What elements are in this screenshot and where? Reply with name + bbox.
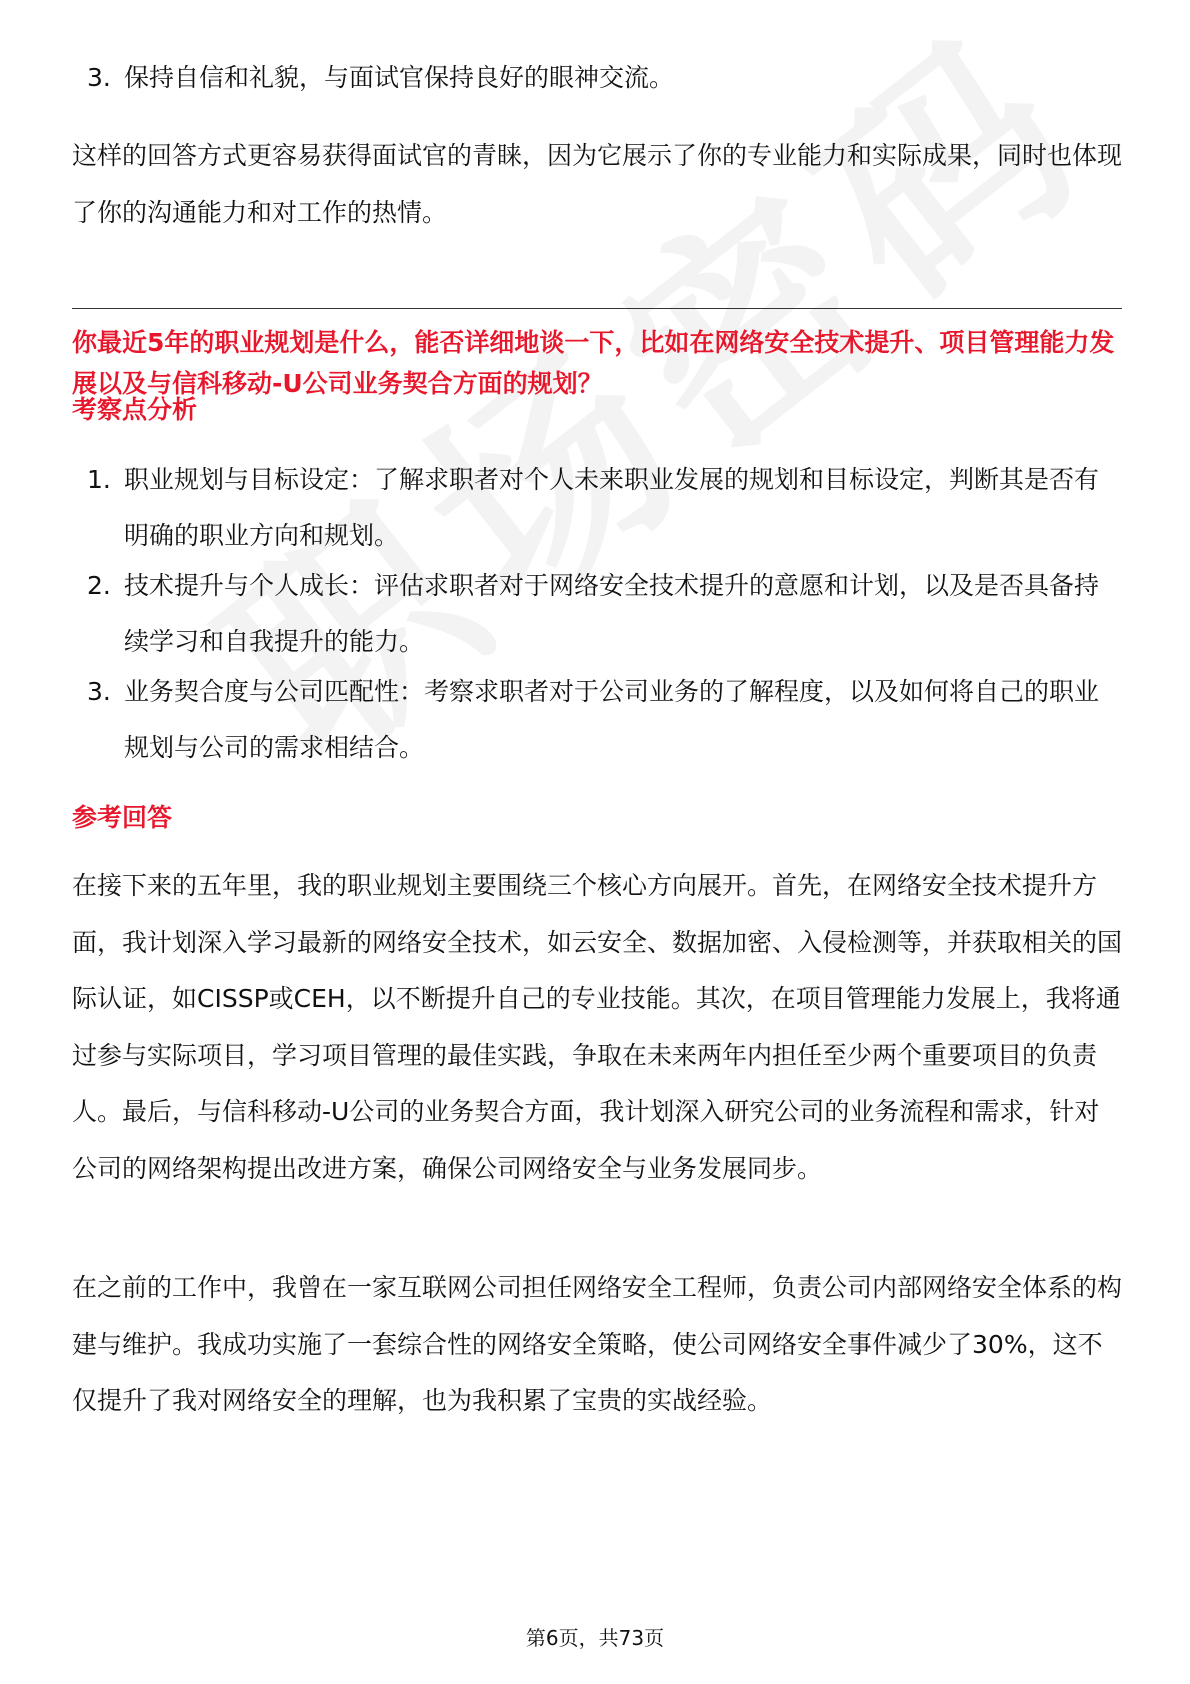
- list-number: 3.: [87, 677, 111, 706]
- list-number: 1.: [87, 465, 111, 494]
- list-item-text: 保持自信和礼貌，与面试官保持良好的眼神交流。: [124, 63, 675, 92]
- analysis-item: [72, 664, 1122, 776]
- answer-paragraph: 在之前的工作中，我曾在一家互联网公司担任网络安全工程师，负责公司内部网络安全体系的构建与维护。我成功实施了一套综合性的网络安全策略，使公司网络安全事件减少了30%，这不仅提升了我对网络安全的理解，也为我积累了宝贵的实战经验。: [72, 1273, 1123, 1415]
- answer-heading: 参考回答: [72, 803, 173, 832]
- list-item: [72, 50, 1122, 106]
- page-number-footer: 第6页，共73页: [525, 1626, 665, 1650]
- analysis-heading: 考察点分析: [72, 395, 198, 424]
- answer-paragraph: 在接下来的五年里，我的职业规划主要围绕三个核心方向展开。首先，在网络安全技术提升方面，我计划深入学习最新的网络安全技术，如云安全、数据加密、入侵检测等，并获取相关的国际认证，如CISSP或CEH，以不断提升自己的专业技能。其次，在项目管理能力发展上，我将通过参与实际项目，学习项目管理的最佳实践，争取在未来两年内担任至少两个重要项目的负责人。最后，与信科移动-U公司的业务契合方面，我计划深入研究公司的业务流程和需求，针对公司的网络架构提出改进方案，确保公司网络安全与业务发展同步。: [72, 871, 1123, 1183]
- analysis-item: [72, 452, 1122, 564]
- list-item-text: 职业规划与目标设定：了解求职者对个人未来职业发展的规划和目标设定，判断其是否有明确的职业方向和规划。: [124, 465, 1100, 550]
- section-divider: [72, 308, 1122, 309]
- interview-question: 你最近5年的职业规划是什么，能否详细地谈一下，比如在网络安全技术提升、项目管理能力发展以及与信科移动-U公司业务契合方面的规划？: [72, 328, 1115, 398]
- list-number: 3.: [87, 63, 111, 92]
- analysis-item: [72, 558, 1122, 670]
- summary-paragraph: 这样的回答方式更容易获得面试官的青睐，因为它展示了你的专业能力和实际成果，同时也体现了你的沟通能力和对工作的热情。: [72, 141, 1123, 227]
- list-item-text: 技术提升与个人成长：评估求职者对于网络安全技术提升的意愿和计划，以及是否具备持续学习和自我提升的能力。: [124, 571, 1100, 656]
- list-number: 2.: [87, 571, 111, 600]
- list-item-text: 业务契合度与公司匹配性：考察求职者对于公司业务的了解程度，以及如何将自己的职业规划与公司的需求相结合。: [124, 677, 1100, 762]
